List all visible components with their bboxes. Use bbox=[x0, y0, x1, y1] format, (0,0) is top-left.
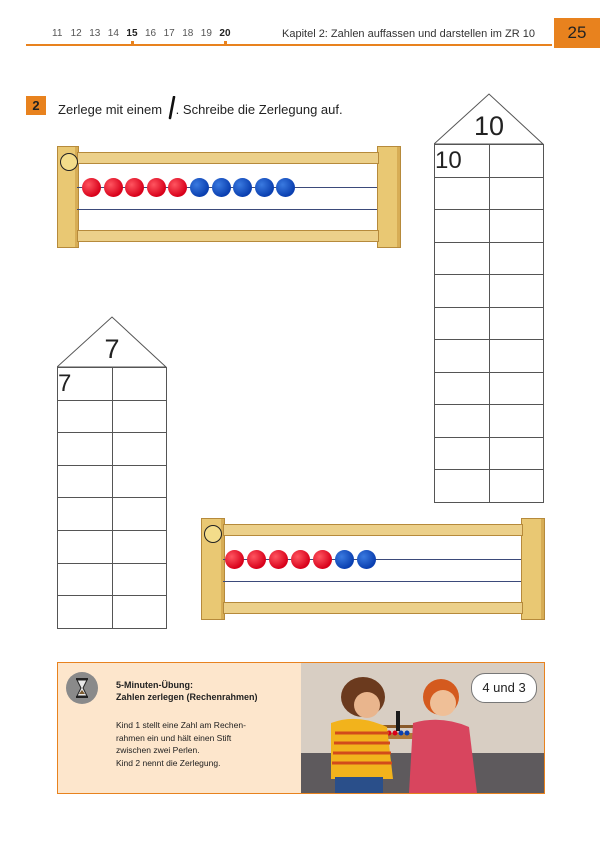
house-cell-left[interactable] bbox=[58, 465, 113, 498]
red-bead bbox=[269, 550, 288, 569]
task-text-after: . Schreibe die Zerlegung auf. bbox=[175, 102, 343, 117]
house-row bbox=[435, 177, 544, 210]
ruler-number: 11 bbox=[52, 28, 63, 39]
task-text-before: Zerlege mit einem bbox=[58, 102, 163, 117]
house-cell-right[interactable] bbox=[112, 530, 166, 563]
house-cell-right[interactable] bbox=[489, 372, 543, 405]
red-bead bbox=[125, 178, 144, 197]
house-row bbox=[435, 372, 544, 405]
house-row bbox=[435, 275, 544, 308]
ruler-number: 13 bbox=[89, 28, 101, 39]
house-cell-left[interactable] bbox=[58, 563, 113, 596]
ruler-number: 19 bbox=[200, 28, 212, 39]
speech-bubble: 4 und 3 bbox=[471, 673, 537, 703]
house-row bbox=[58, 433, 167, 466]
house-cell-right[interactable] bbox=[112, 368, 166, 401]
abacus-right-post bbox=[521, 518, 545, 620]
house-row bbox=[58, 465, 167, 498]
chapter-title: Kapitel 2: Zahlen auffassen und darstellen im ZR 10 bbox=[282, 28, 535, 40]
smiley-icon bbox=[204, 525, 222, 543]
exercise-text-line: rahmen ein und hält einen Stift bbox=[116, 732, 232, 743]
house-cell-left: 10 bbox=[435, 145, 490, 178]
task-instruction bbox=[58, 96, 343, 118]
house-cell-right[interactable] bbox=[489, 177, 543, 210]
house-cell-right[interactable] bbox=[112, 596, 166, 629]
house-cell-left[interactable] bbox=[435, 340, 490, 373]
exercise-text-line: Kind 1 stellt eine Zahl am Rechen- bbox=[116, 720, 246, 730]
house-row bbox=[435, 405, 544, 438]
house-cell-left[interactable] bbox=[435, 372, 490, 405]
house-cell-right[interactable] bbox=[489, 470, 543, 503]
house-cell-right[interactable] bbox=[112, 563, 166, 596]
house-cell-left[interactable] bbox=[435, 275, 490, 308]
house-row bbox=[58, 530, 167, 563]
house-cell-right[interactable] bbox=[489, 242, 543, 275]
page-number: 25 bbox=[554, 18, 600, 48]
smiley-icon bbox=[60, 153, 78, 171]
house-cell-right[interactable] bbox=[489, 340, 543, 373]
house-cell-left[interactable] bbox=[58, 400, 113, 433]
house-cell-left[interactable] bbox=[435, 405, 490, 438]
red-bead bbox=[168, 178, 187, 197]
red-bead bbox=[104, 178, 123, 197]
house-cell-left[interactable] bbox=[435, 470, 490, 503]
abacus-bottom bbox=[201, 518, 545, 620]
number-house-7 bbox=[57, 316, 167, 620]
red-bead bbox=[147, 178, 166, 197]
house-row bbox=[435, 307, 544, 340]
ruler-number: 20 bbox=[219, 28, 231, 39]
house-cell-left: 7 bbox=[58, 368, 113, 401]
house-row bbox=[435, 340, 544, 373]
house-row bbox=[58, 368, 167, 401]
house-cell-left[interactable] bbox=[58, 498, 113, 531]
house-cell-right[interactable] bbox=[112, 433, 166, 466]
ruler-number: 16 bbox=[145, 28, 157, 39]
house-cell-left[interactable] bbox=[58, 530, 113, 563]
house-cell-right[interactable] bbox=[112, 498, 166, 531]
house-cell-right[interactable] bbox=[489, 210, 543, 243]
blue-bead bbox=[276, 178, 295, 197]
hourglass-icon bbox=[66, 672, 98, 704]
house-cell-right[interactable] bbox=[489, 275, 543, 308]
exercise-title-line: Zahlen zerlegen (Rechenrahmen) bbox=[116, 692, 258, 702]
abacus-top bbox=[57, 146, 401, 248]
house-cell-left[interactable] bbox=[58, 596, 113, 629]
abacus-wire bbox=[77, 209, 377, 210]
number-house-10 bbox=[434, 93, 544, 493]
exercise-text-line: Kind 2 nennt die Zerlegung. bbox=[116, 757, 221, 768]
abacus-wire bbox=[223, 581, 521, 582]
house-row bbox=[435, 470, 544, 503]
ruler-number: 14 bbox=[107, 28, 119, 39]
abacus-top-bar bbox=[223, 524, 523, 536]
ruler-number: 17 bbox=[163, 28, 175, 39]
house-row bbox=[58, 596, 167, 629]
house-cell-left[interactable] bbox=[435, 437, 490, 470]
house-cell-left[interactable] bbox=[58, 433, 113, 466]
house-cell-left[interactable] bbox=[435, 177, 490, 210]
house-cell-left[interactable] bbox=[435, 210, 490, 243]
house-cell-left[interactable] bbox=[435, 242, 490, 275]
house-cell-right[interactable] bbox=[489, 437, 543, 470]
house-roof-number: 7 bbox=[104, 334, 120, 364]
house-row bbox=[435, 437, 544, 470]
house-cell-right[interactable] bbox=[112, 465, 166, 498]
exercise-description bbox=[116, 719, 296, 769]
house-cell-left[interactable] bbox=[435, 307, 490, 340]
header-rule bbox=[26, 44, 552, 46]
abacus-top-bar bbox=[77, 152, 379, 164]
exercise-title-line: 5-Minuten-Übung: bbox=[116, 680, 193, 690]
children-illustration bbox=[301, 663, 544, 793]
house-row bbox=[58, 563, 167, 596]
house-row bbox=[435, 210, 544, 243]
ruler-number: 15 bbox=[126, 28, 138, 39]
abacus-bottom-bar bbox=[223, 602, 523, 614]
blue-bead bbox=[212, 178, 231, 197]
pencil-stroke-icon bbox=[168, 96, 174, 118]
blue-bead bbox=[255, 178, 274, 197]
blue-bead bbox=[233, 178, 252, 197]
abacus-right-post bbox=[377, 146, 401, 248]
house-cell-right[interactable] bbox=[112, 400, 166, 433]
house-row bbox=[58, 400, 167, 433]
ruler-number: 12 bbox=[70, 28, 82, 39]
house-row bbox=[58, 498, 167, 531]
house-cell-right[interactable] bbox=[489, 145, 543, 178]
house-row bbox=[435, 145, 544, 178]
house-grid bbox=[57, 367, 167, 629]
red-bead bbox=[247, 550, 266, 569]
blue-bead bbox=[190, 178, 209, 197]
exercise-text-panel bbox=[58, 663, 301, 793]
blue-bead bbox=[357, 550, 376, 569]
red-bead bbox=[225, 550, 244, 569]
house-row bbox=[435, 242, 544, 275]
red-bead bbox=[82, 178, 101, 197]
house-roof-number: 10 bbox=[473, 111, 505, 141]
house-cell-right[interactable] bbox=[489, 307, 543, 340]
exercise-text-line: zwischen zwei Perlen. bbox=[116, 745, 200, 755]
task-number: 2 bbox=[26, 96, 46, 115]
blue-bead bbox=[335, 550, 354, 569]
house-grid bbox=[434, 144, 544, 503]
abacus-bottom-bar bbox=[77, 230, 379, 242]
exercise-title bbox=[116, 679, 258, 703]
red-bead bbox=[313, 550, 332, 569]
red-bead bbox=[291, 550, 310, 569]
five-minute-exercise-box bbox=[57, 662, 545, 794]
house-cell-right[interactable] bbox=[489, 405, 543, 438]
ruler-number: 18 bbox=[182, 28, 194, 39]
